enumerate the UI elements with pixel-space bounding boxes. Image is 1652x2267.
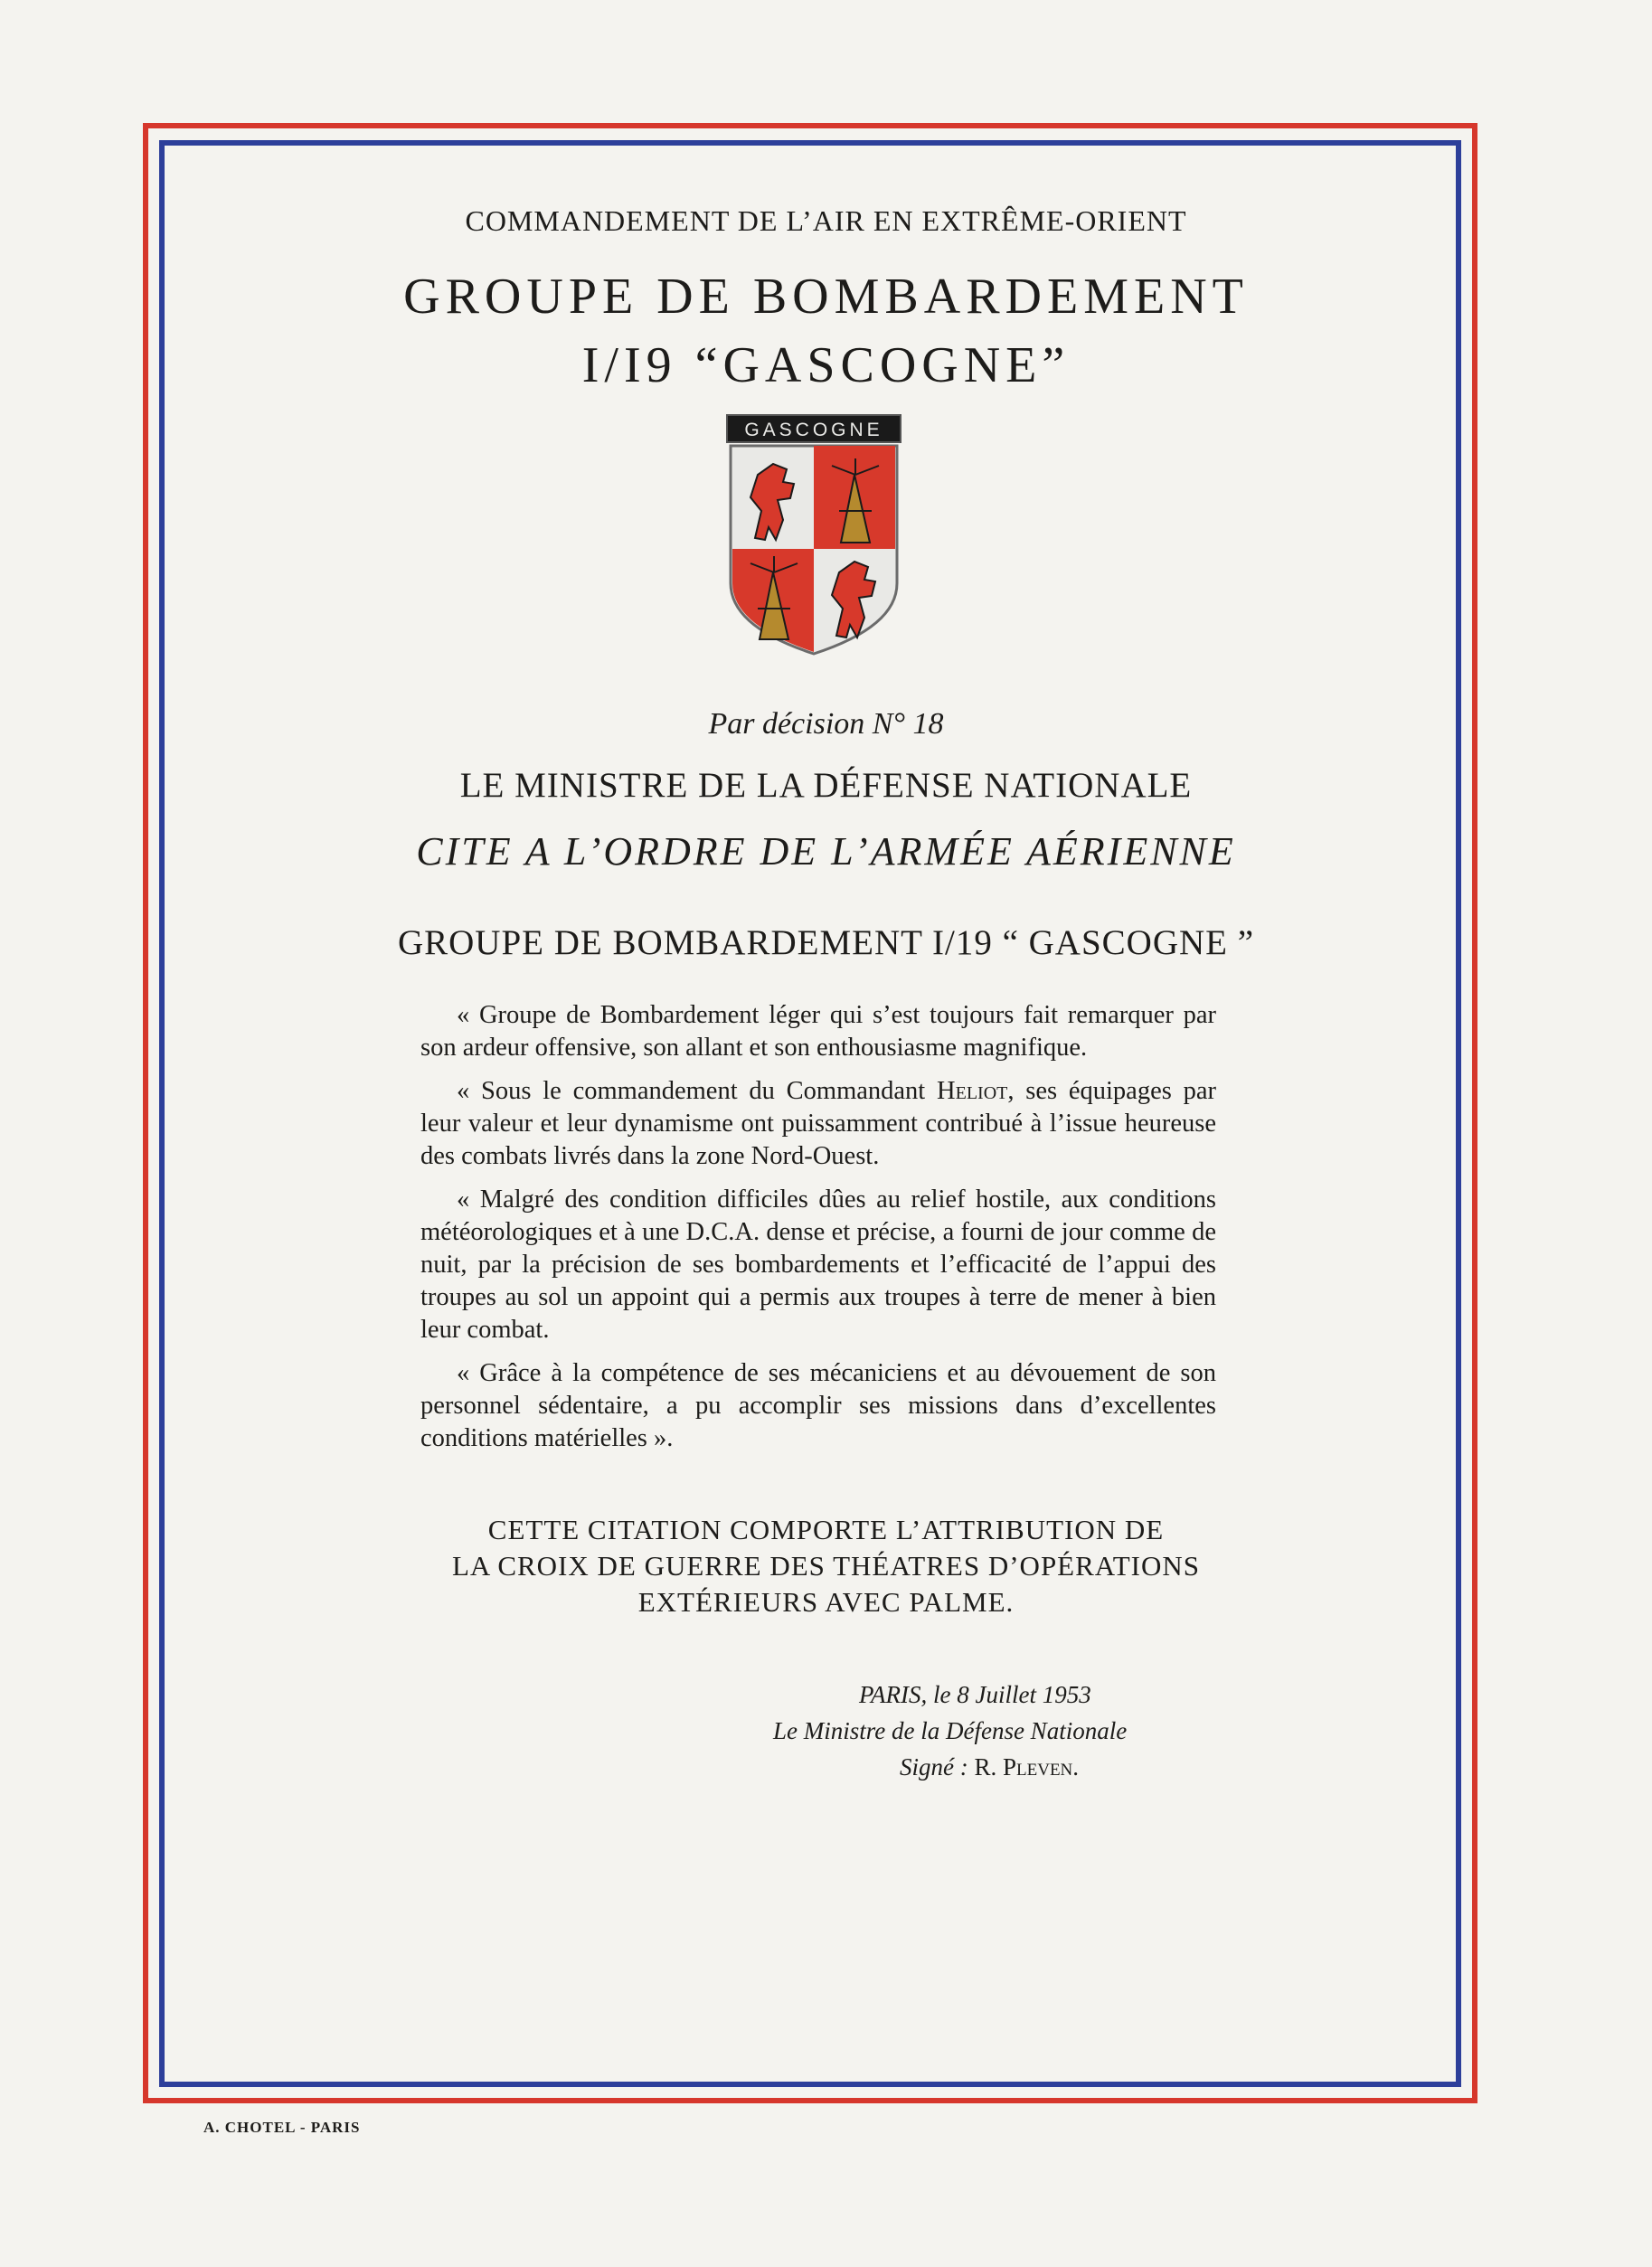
emblem-banner-text: GASCOGNE bbox=[744, 420, 883, 440]
citation-paragraph-2: « Sous le commandement du Commandant Heliot, ses équipages par leur valeur et leur dynamisme ont puissamment contribué à l’issue heureuse des combats livrés dans la zone Nord-Ouest. bbox=[420, 1077, 1216, 1170]
award-attribution bbox=[0, 1512, 1652, 1620]
group-title-line2: I/I9 “GASCOGNE” bbox=[581, 337, 1071, 393]
gascogne-coat-of-arms bbox=[723, 411, 904, 660]
signatory-role: Le Ministre de la Défense Nationale bbox=[773, 1717, 1128, 1744]
attribution-line-2: LA CROIX DE GUERRE DES THÉATRES D’OPÉRATIONS bbox=[451, 1550, 1201, 1582]
attribution-line-1: CETTE CITATION COMPORTE L’ATTRIBUTION DE bbox=[487, 1514, 1165, 1545]
decision-number: Par décision N° 18 bbox=[708, 707, 944, 741]
citation-text bbox=[420, 999, 1216, 1466]
citation-paragraph-1: « Groupe de Bombardement léger qui s’est toujours fait remarquer par son ardeur offensive, son allant et son enthousiasme magnifique. bbox=[420, 1001, 1216, 1062]
command-heading: COMMANDEMENT DE L’AIR EN EXTRÊME-ORIENT bbox=[465, 204, 1187, 237]
citation-paragraph-4: « Grâce à la compétence de ses mécaniciens et au dévouement de son personnel sédentaire, a pu accomplir ses missions dans d’excellentes conditions matérielles ». bbox=[420, 1359, 1216, 1452]
signature-block bbox=[773, 1677, 1189, 1785]
attribution-line-3: EXTÉRIEURS AVEC PALME. bbox=[637, 1586, 1015, 1618]
minister-heading: LE MINISTRE DE LA DÉFENSE NATIONALE bbox=[459, 766, 1193, 805]
place-date: PARIS, le 8 Juillet 1953 bbox=[859, 1681, 1091, 1708]
signed-line: Signé : R. Pleven. bbox=[900, 1753, 1080, 1781]
signatory-name: R. Pleven. bbox=[974, 1753, 1080, 1781]
citation-paragraph-3: « Malgré des condition difficiles dûes au relief hostile, aux conditions météorologiques et à une D.C.A. dense et précise, a fourni de jour comme de nuit, par la précision de ses bombardements et l’efficacité de l’appui des troupes au sol un appoint qui a permis aux troupes à terre de mener à bien leur combat. bbox=[420, 1185, 1216, 1344]
commander-name: Heliot bbox=[937, 1077, 1008, 1105]
cited-unit-heading: GROUPE DE BOMBARDEMENT I/19 “ GASCOGNE ” bbox=[397, 923, 1255, 962]
citation-order-heading: CITE A L’ORDRE DE L’ARMÉE AÉRIENNE bbox=[416, 829, 1236, 874]
printer-credit: A. CHOTEL - PARIS bbox=[203, 2119, 361, 2136]
group-title-line1: GROUPE DE BOMBARDEMENT bbox=[403, 269, 1249, 325]
